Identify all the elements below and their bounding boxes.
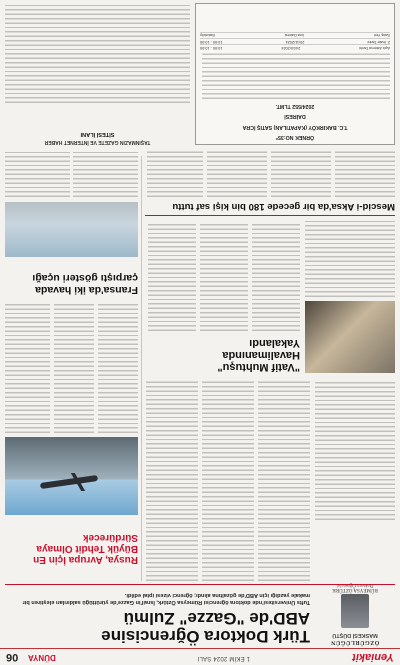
notice-table xyxy=(200,32,390,51)
lead-deck: Tufts Üniversitesi'nde doktora öğrencisi Rümeysa Öztürk, İsrail'in Gazze'de yürüttüğü saldırıları eleştiren bir makale yazdığı için ABD'de gözaltına alındı; öğrenci vizesi iptal edildi. xyxy=(22,592,310,605)
body-column xyxy=(252,221,300,331)
kicker-big: MASKESİ DÜŞTÜ xyxy=(332,632,378,638)
notice-table-cell: Açık Artırma Tarihi xyxy=(359,45,390,50)
profile-box xyxy=(315,525,395,645)
body-column xyxy=(148,221,196,331)
press-line-2: SİTESİ İLANI xyxy=(80,131,115,137)
legal-notice xyxy=(195,3,395,145)
suspect-photo xyxy=(305,301,395,373)
lead-headline-line-1: Türk Doktora Öğrencisine xyxy=(101,627,310,646)
body-column xyxy=(315,380,395,520)
kicker-small: ÖZGÜRLÜĞÜN xyxy=(330,639,380,645)
body-column xyxy=(200,221,248,331)
notice-table-cell: Bakırköy xyxy=(200,33,215,38)
body-column xyxy=(207,151,267,197)
notice-table-row xyxy=(200,44,390,50)
body-column xyxy=(5,303,50,433)
notice-table-cell: 24/10/2024 xyxy=(281,45,301,50)
war-crimes-headline-line-2: Havalimanında xyxy=(222,349,300,361)
jet-photo xyxy=(5,437,138,515)
section-label: DÜNYA xyxy=(28,653,56,662)
body-column xyxy=(258,381,310,581)
divider xyxy=(5,584,395,585)
notice-table-cell: 10:00 - 10:05 xyxy=(200,45,223,50)
war-crimes-headline xyxy=(150,337,300,373)
profile-photo xyxy=(341,594,369,628)
body-column xyxy=(271,151,331,197)
masthead xyxy=(0,648,400,665)
newspaper-logo: Yeniakit xyxy=(352,651,394,663)
notice-title-2: T.C. BAKIRKÖY (KAPATILAN) SATIŞ İCRA xyxy=(242,123,348,130)
body-column xyxy=(202,381,254,581)
body-column xyxy=(98,303,138,433)
divider xyxy=(145,215,395,216)
war-crimes-headline-line-1: "Vatif Muhtuşu" xyxy=(217,361,300,373)
press-notice-header xyxy=(5,105,190,145)
notice-table-cell: 10:00 - 10:05 xyxy=(200,39,223,44)
body-column xyxy=(146,381,198,581)
body-column xyxy=(305,221,395,297)
press-notice-body xyxy=(5,5,190,103)
notice-table-cell: 20/11/2024 xyxy=(285,39,305,44)
body-column xyxy=(147,151,203,197)
profile-name: RÜMEYSA ÖZTÜRK xyxy=(332,587,378,592)
lead-headline-line-2: ABD'de "Gazze" Zulmü xyxy=(123,609,310,628)
press-line-1: TAŞINMAZIN GAZETE VE İNTERNET HABER xyxy=(44,139,151,145)
page-number: 06 xyxy=(6,651,19,663)
war-crimes-headline-line-3: Yakalandı xyxy=(249,337,300,349)
russia-headline: Rusya, Avrupa İçin En Büyük Tehdit Olmaya Sürdürecek xyxy=(33,532,138,565)
notice-table-row xyxy=(200,32,390,38)
notice-table-cell: 2. İhale Tarihi xyxy=(367,39,390,44)
aksa-headline: Mescid-i Aksa'da bir gecede 180 bin kişi saf tuttu xyxy=(172,201,395,212)
notice-title-4: 2024/552 TLMT. xyxy=(275,102,315,109)
france-headline: Fransa'da iki havada çarpıştı gösteri uçağı xyxy=(32,272,138,296)
airshow-photo xyxy=(5,202,138,257)
column-rule xyxy=(141,156,142,581)
body-column xyxy=(54,303,94,433)
lead-headline xyxy=(10,609,310,645)
notice-title-3: DAİRESİ xyxy=(284,113,306,120)
body-column xyxy=(73,152,138,197)
notice-table-cell: İcra Dairesi xyxy=(284,33,304,38)
body-column xyxy=(5,152,70,197)
body-column xyxy=(335,151,395,197)
notice-table-cell: Satış Yeri xyxy=(373,33,390,38)
issue-date: 1 EKİM 2024 SALI xyxy=(197,655,250,661)
notice-table-row xyxy=(200,38,390,44)
notice-body xyxy=(202,53,390,99)
notice-title-1: ÖRNEK NO:35* xyxy=(275,134,315,140)
